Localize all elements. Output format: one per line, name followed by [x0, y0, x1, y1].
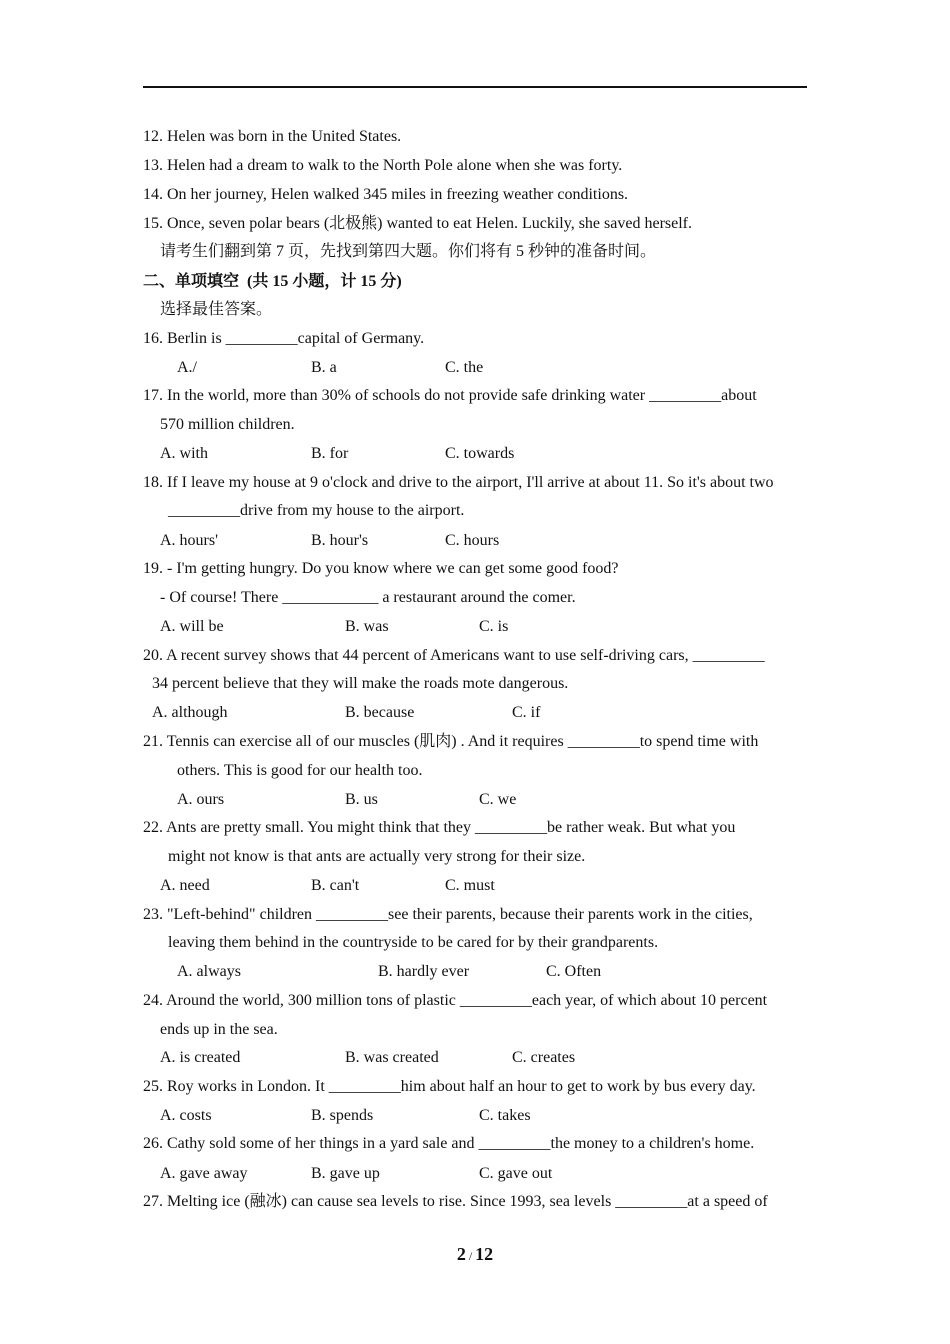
header-rule	[143, 86, 807, 88]
text-line: C. the	[445, 359, 484, 376]
text-line: 24. Around the world, 300 million tons of plastic _________each year, of which about 10 percent	[143, 992, 768, 1009]
text-line: A. need	[160, 877, 210, 894]
page-number	[0, 1243, 950, 1267]
text-line: 26. Cathy sold some of her things in a yard sale and _________the money to a children's home.	[143, 1135, 755, 1152]
page-separator: /	[468, 1249, 473, 1263]
text-line: 选择最佳答案。	[160, 301, 273, 318]
text-line: B. spends	[311, 1107, 374, 1124]
text-line: B. can't	[311, 877, 360, 894]
text-line: B. a	[311, 359, 337, 376]
text-line: A./	[177, 359, 197, 376]
text-line: 17. In the world, more than 30% of schools do not provide safe drinking water _________about	[143, 387, 757, 404]
text-line: 15. Once, seven polar bears (北极熊) wanted to eat Helen. Luckily, she saved herself.	[143, 215, 692, 232]
text-line: 25. Roy works in London. It _________him about half an hour to get to work by bus every day.	[143, 1078, 756, 1095]
text-line: C. towards	[445, 445, 515, 462]
text-line: ends up in the sea.	[160, 1021, 278, 1038]
text-line: 12. Helen was born in the United States.	[143, 128, 402, 145]
text-line: A. ours	[177, 791, 225, 808]
text-line: - Of course! There ____________ a restaurant around the comer.	[160, 589, 576, 606]
text-line: B. us	[345, 791, 378, 808]
text-line: 18. If I leave my house at 9 o'clock and drive to the airport, I'll arrive at about 11. So it's about two	[143, 474, 774, 491]
text-line: 14. On her journey, Helen walked 345 miles in freezing weather conditions.	[143, 186, 629, 203]
text-line: 570 million children.	[160, 416, 295, 433]
text-line: A. costs	[160, 1107, 212, 1124]
text-line: C. Often	[546, 963, 602, 980]
text-line: A. gave away	[160, 1165, 248, 1182]
text-line: C. is	[479, 618, 509, 635]
text-line: C. gave out	[479, 1165, 553, 1182]
text-line: B. because	[345, 704, 415, 721]
text-line: C. if	[512, 704, 541, 721]
text-line: leaving them behind in the countryside to be cared for by their grandparents.	[168, 934, 659, 951]
text-line: C. hours	[445, 532, 500, 549]
text-line: B. gave up	[311, 1165, 380, 1182]
text-line: _________drive from my house to the airport.	[168, 502, 465, 519]
text-line: A. hours'	[160, 532, 218, 549]
text-line: B. hour's	[311, 532, 369, 549]
text-line: 13. Helen had a dream to walk to the North Pole alone when she was forty.	[143, 157, 623, 174]
text-line: A. with	[160, 445, 208, 462]
text-line: B. hardly ever	[378, 963, 470, 980]
total-pages: 12	[475, 1244, 494, 1264]
text-line: C. creates	[512, 1049, 576, 1066]
text-line: 二、单项填空 (共 15 小题，计 15 分)	[143, 273, 402, 290]
text-line: B. for	[311, 445, 349, 462]
current-page: 2	[456, 1244, 466, 1264]
text-line: C. we	[479, 791, 517, 808]
text-line: others. This is good for our health too.	[177, 762, 423, 779]
text-line: might not know is that ants are actually very strong for their size.	[168, 848, 586, 865]
text-line: B. was created	[345, 1049, 439, 1066]
text-line: 22. Ants are pretty small. You might think that they _________be rather weak. But what you	[143, 819, 736, 836]
text-line: 请考生们翻到第 7 页，先找到第四大题。你们将有 5 秒钟的准备时间。	[160, 243, 657, 260]
text-line: 20. A recent survey shows that 44 percent of Americans want to use self-driving cars, _________	[143, 647, 765, 664]
text-line: 19. - I'm getting hungry. Do you know where we can get some good food?	[143, 560, 619, 577]
text-line: A. will be	[160, 618, 224, 635]
text-line: 27. Melting ice (融冰) can cause sea levels to rise. Since 1993, sea levels _________at a speed of	[143, 1193, 768, 1210]
text-line: 23. "Left-behind" children _________see their parents, because their parents work in the cities,	[143, 906, 753, 923]
text-line: 21. Tennis can exercise all of our muscles (肌肉) . And it requires _________to spend time with	[143, 733, 759, 750]
text-line: B. was	[345, 618, 389, 635]
text-line: A. is created	[160, 1049, 241, 1066]
text-line: 16. Berlin is _________capital of Germany.	[143, 330, 425, 347]
text-line: A. although	[152, 704, 228, 721]
text-line: C. must	[445, 877, 495, 894]
text-line: A. always	[177, 963, 241, 980]
text-line: C. takes	[479, 1107, 531, 1124]
text-line: 34 percent believe that they will make the roads mote dangerous.	[152, 675, 569, 692]
